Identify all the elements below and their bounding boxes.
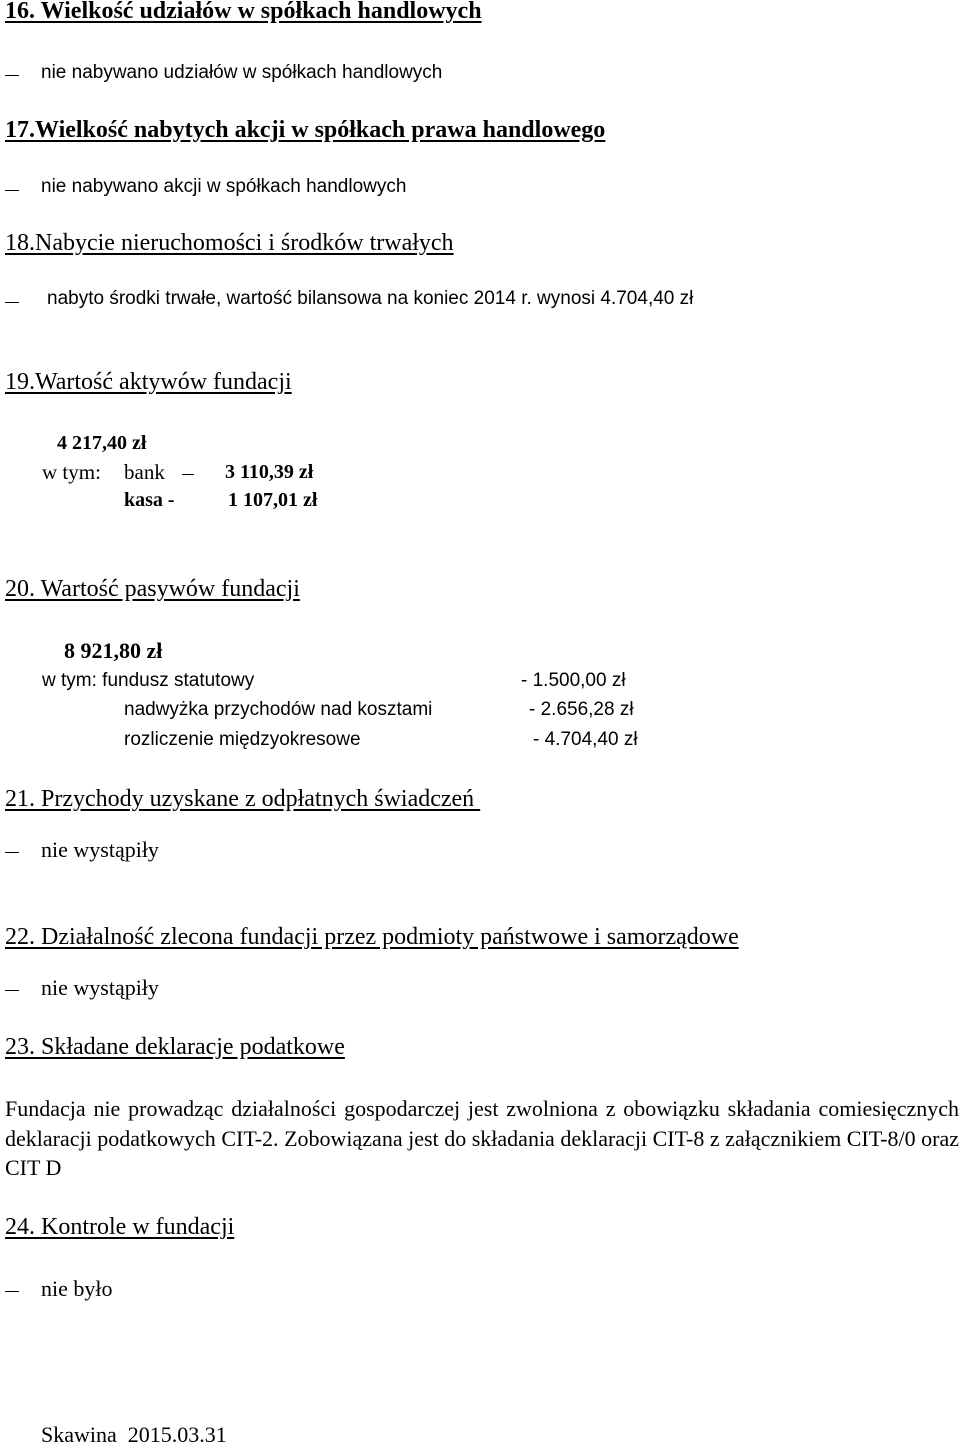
section-21-heading: 21. Przychody uzyskane z odpłatnych świadczeń xyxy=(5,786,481,812)
assets-wtym-label: w tym: xyxy=(42,460,101,484)
section-23-paragraph: Fundacja nie prowadząc działalności gospodarczej jest zwolniona z obowiązku składania comiesięcznych deklaracji podatkowych CIT-2. Zobowiązana jest do składania deklaracji CIT-8 z załącznikiem CIT-8/0 oraz CIT D xyxy=(5,1096,959,1180)
section-16-heading: 16. Wielkość udziałów w spółkach handlowych xyxy=(5,0,482,24)
assets-total: 4 217,40 zł xyxy=(57,432,147,454)
section-24-heading: 24. Kontrole w fundacji xyxy=(5,1214,235,1240)
liabilities-total: 8 921,80 zł xyxy=(64,638,163,663)
assets-bank-value: 3 110,39 zł xyxy=(225,461,314,483)
section-19-heading: 19.Wartość aktywów fundacji xyxy=(5,369,292,395)
place-date: Skawina 2015.03.31 xyxy=(41,1422,227,1447)
assets-kasa-label: kasa - xyxy=(124,489,175,511)
section-22-heading: 22. Działalność zlecona fundacji przez podmioty państwowe i samorządowe xyxy=(5,924,739,950)
section-16-item: nie nabywano udziałów w spółkach handlowych xyxy=(41,62,443,83)
assets-kasa-value: 1 107,01 zł xyxy=(228,489,318,511)
dash-separator xyxy=(182,474,194,475)
section-22-item: nie wystąpiły xyxy=(41,975,159,1000)
liabilities-row2-label: nadwyżka przychodów nad kosztami xyxy=(124,699,433,720)
dash-bullet xyxy=(5,1291,19,1292)
dash-bullet xyxy=(5,852,19,853)
liabilities-row1-label: w tym: fundusz statutowy xyxy=(42,670,255,691)
section-17-heading: 17.Wielkość nabytych akcji w spółkach prawa handlowego xyxy=(5,117,606,143)
section-18-item: nabyto środki trwałe, wartość bilansowa na koniec 2014 r. wynosi 4.704,40 zł xyxy=(47,288,694,309)
liabilities-row3-value: - 4.704,40 zł xyxy=(533,729,638,750)
section-18-heading: 18.Nabycie nieruchomości i środków trwałych xyxy=(5,230,454,256)
assets-bank-label: bank xyxy=(124,460,165,484)
dash-bullet xyxy=(5,302,19,303)
dash-bullet xyxy=(5,990,19,991)
section-17-item: nie nabywano akcji w spółkach handlowych xyxy=(41,176,407,197)
section-21-item: nie wystąpiły xyxy=(41,837,159,862)
section-23-heading: 23. Składane deklaracje podatkowe xyxy=(5,1034,345,1060)
liabilities-row1-value: - 1.500,00 zł xyxy=(521,670,626,691)
liabilities-row3-label: rozliczenie międzyokresowe xyxy=(124,729,361,750)
dash-bullet xyxy=(5,190,19,191)
section-20-heading: 20. Wartość pasywów fundacji xyxy=(5,576,300,602)
section-24-item: nie było xyxy=(41,1276,113,1301)
dash-bullet xyxy=(5,75,19,76)
liabilities-row2-value: - 2.656,28 zł xyxy=(529,699,634,720)
